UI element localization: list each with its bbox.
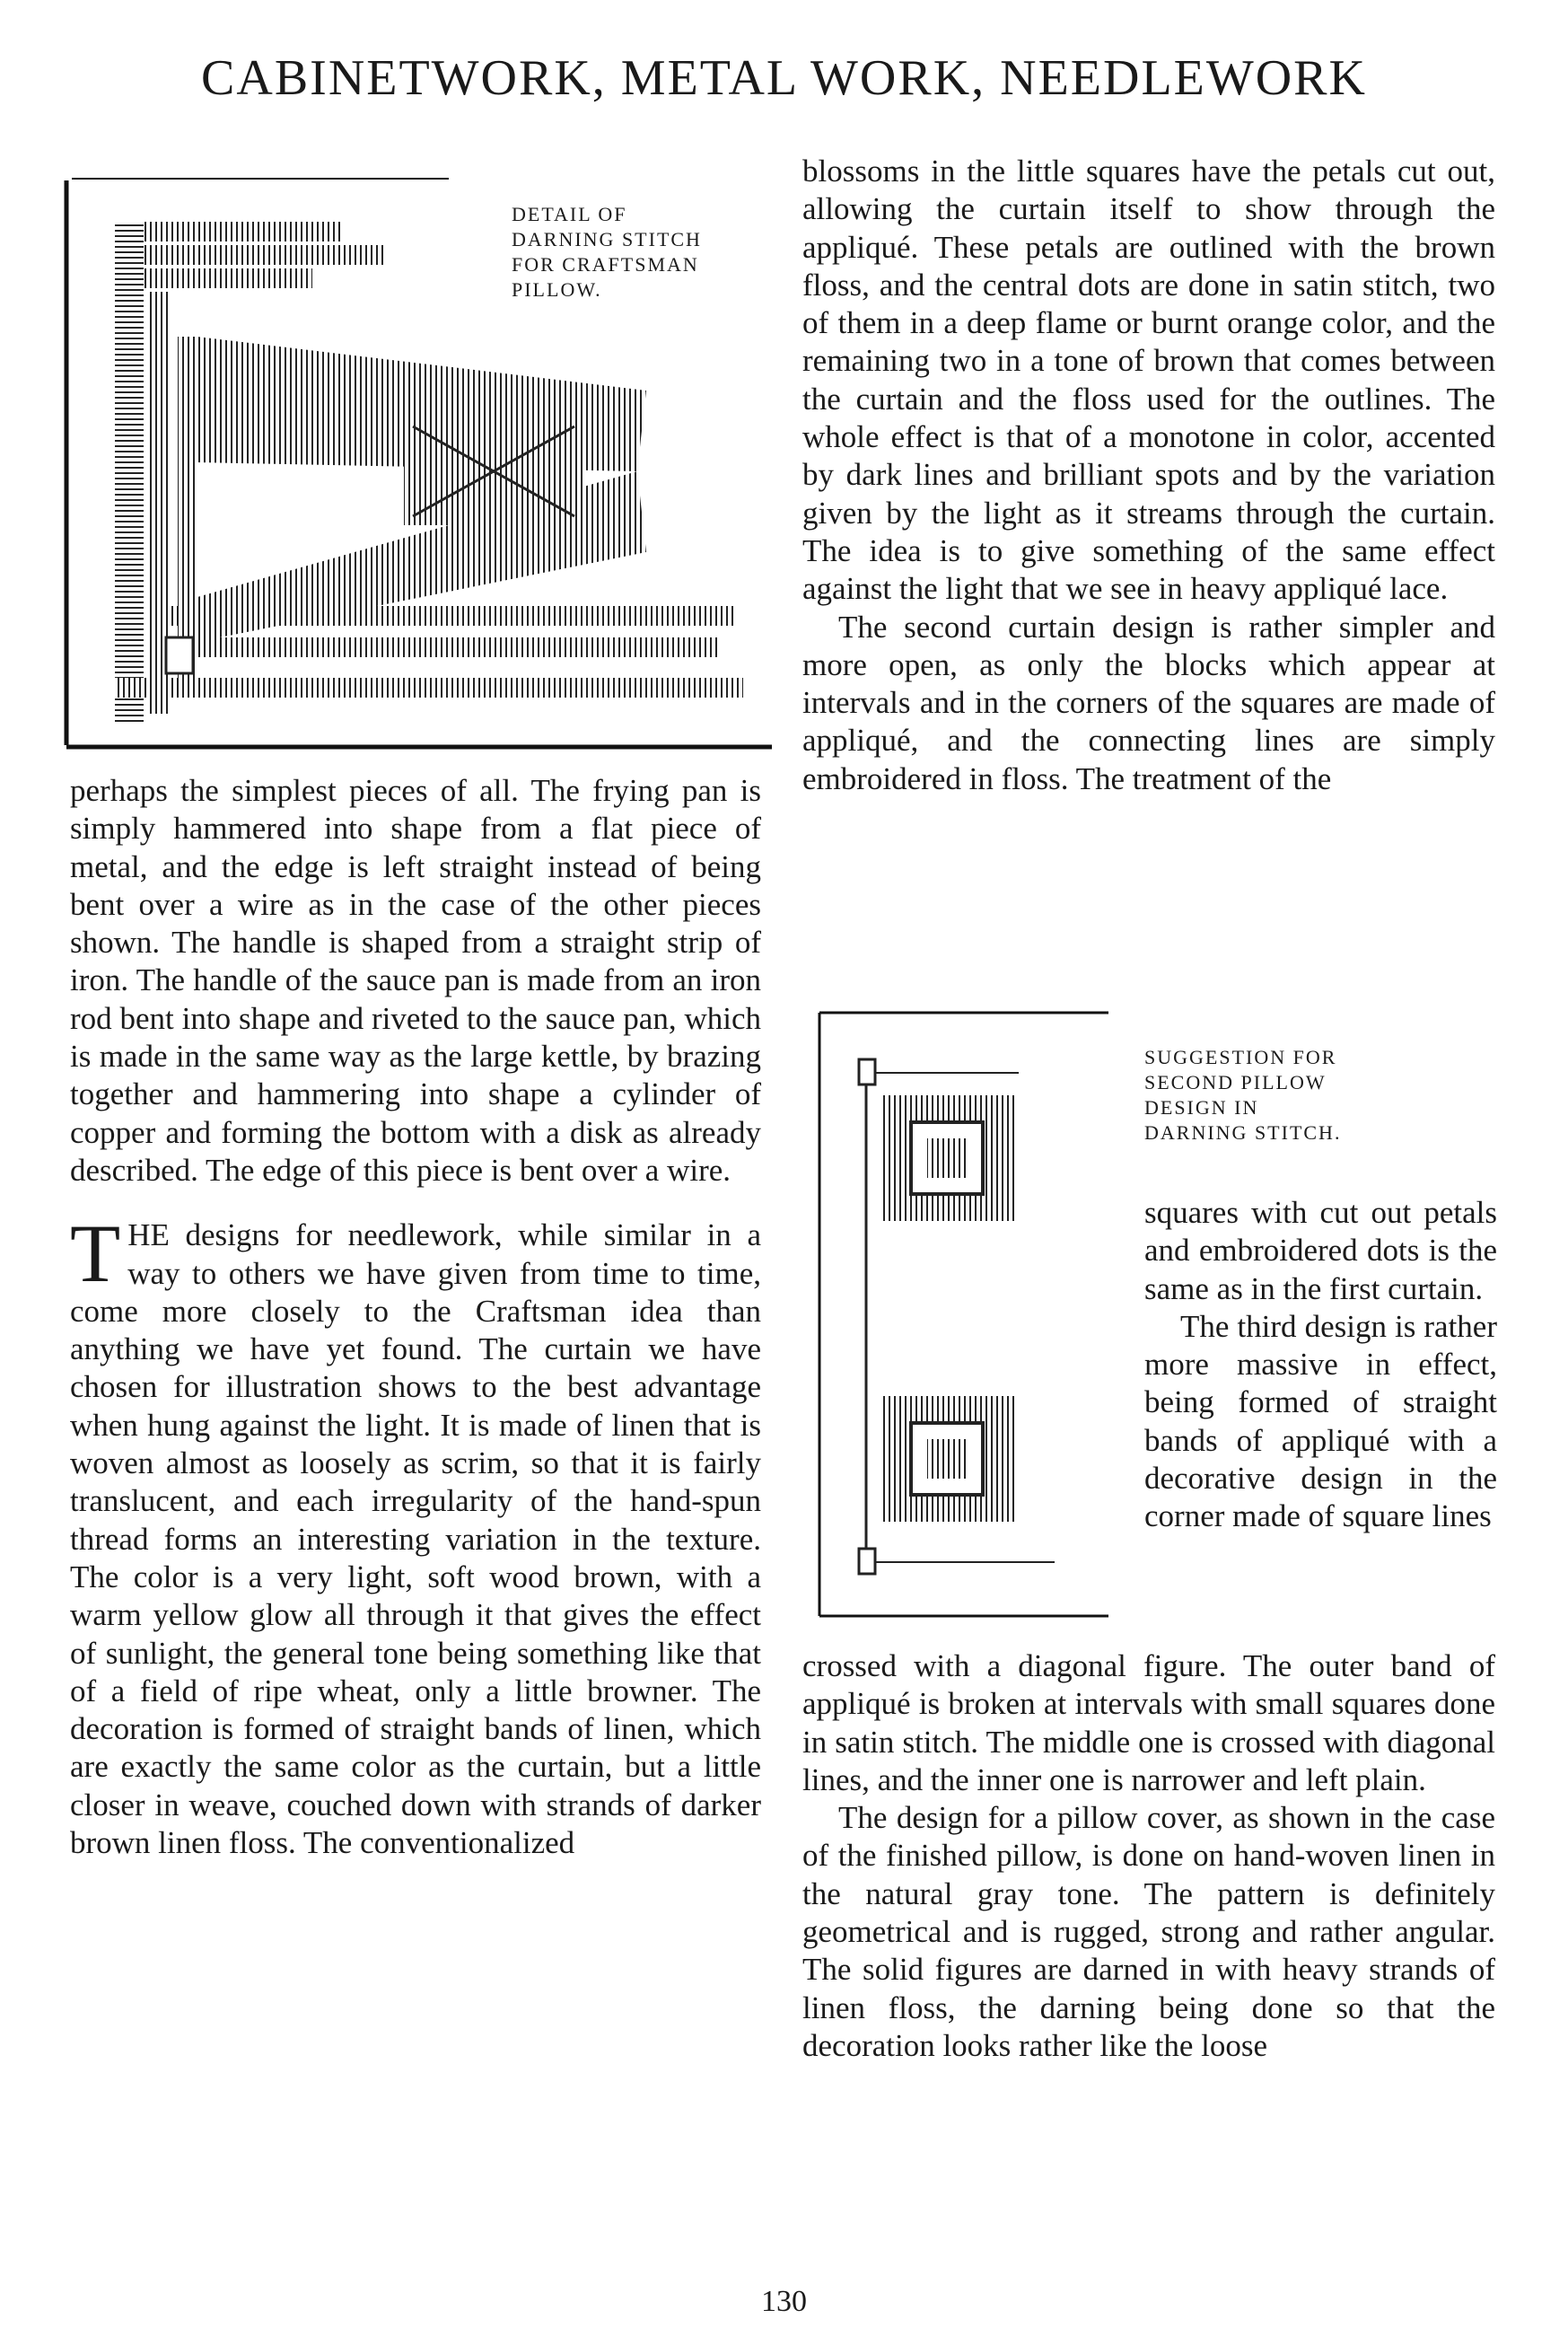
figure-darning-stitch-detail [63,175,772,759]
right-paragraph-3: crossed with a diagonal figure. The outer band of appliqué is broken at intervals with small squares done in satin stitch. The middle one is crossed with diagonal lines, and the inner one is narrower and left plain. [802,1648,1495,1797]
figure2-caption-line: DESIGN IN [1144,1096,1259,1119]
figure1-caption-line: FOR CRAFTSMAN [512,253,699,276]
narrow-paragraph-1: squares with cut out petals and embroidered dots is the same as in the first curtain. [1144,1195,1497,1306]
left-paragraph-1: perhaps the simplest pieces of all. The frying pan is simply hammered into shape from a flat piece of metal, and the edge is left straight instead of being bent over a wire as in the case of the other pieces shown. The handle is shaped from a straight strip of iron. The handle of the sauce pan is made from an iron rod bent into shape and riveted to the sauce pan, which is made in the same way as the large kettle, by brazing together and hammering into shape a cylinder of copper and forming the bottom with a disk as already described. The edge of this piece is bent over a wire. [70,773,761,1188]
second-pillow-illustration [812,1006,1153,1625]
right-column-top [802,153,1495,798]
figure1-caption-line: PILLOW. [512,278,602,301]
page-title: CABINETWORK, METAL WORK, NEEDLEWORK [201,50,1367,106]
figure1-caption-line: DETAIL OF [512,203,627,225]
figure1-caption-line: DARNING STITCH [512,228,702,250]
left-column [70,772,761,1862]
narrow-paragraph-2: The third design is rather more massive in effect, being formed of straight bands of appliqué with a decorative design in the corner made of square lines [1144,1308,1497,1534]
right-paragraph-2: The second curtain design is rather simpler and more open, as only the blocks which appear at intervals and in the corners of the squares are made of appliqué, and the connecting lines are simply embroidered in floss. The treatment of the [802,609,1495,796]
figure2-caption-line: SECOND PILLOW [1144,1071,1327,1093]
right-column-bottom [802,1647,1495,2065]
figure2-caption [1144,1045,1432,1146]
drop-cap: T [70,1208,121,1300]
left-paragraph-2 [70,1208,761,1862]
right-paragraph-1: blossoms in the little squares have the petals cut out, allowing the curtain itself to show through the appliqué. These petals are outlined with the brown floss, and the central dots are done in satin stitch, two of them in a deep flame or burnt orange color, and the remaining two in a tone of brown that comes between the curtain and the floss used for the outlines. The whole effect is that of a monotone in color, accented by dark lines and brilliant spots and by the variation given by the light as it streams through the curtain. The idea is to give something of the same effect against the light that we see in heavy appliqué lace. [802,154,1495,607]
right-paragraph-4: The design for a pillow cover, as shown in the case of the finished pillow, is done on hand-woven linen in the natural gray tone. The pattern is definitely geometrical and is rugged, strong and rather angular. The solid figures are darned in with heavy strands of linen floss, the darning being done so that the decoration looks rather like the loose [802,1800,1495,2063]
figure2-caption-line: DARNING STITCH. [1144,1121,1342,1144]
narrow-text-block [1144,1194,1497,1536]
left-paragraph-2-text: HE designs for needlework, while similar in a way to others we have given from time to time, come more closely to the Craftsman idea than anything we have yet found. The curtain we have chosen for illustration shows to the best advantage when hung against the light. It is made of linen that is woven almost as loosely as scrim, so that it is fairly translucent, and each irregularity of the hand-spun thread forms an interesting variation in the texture. The color is a very light, soft wood brown, with a warm yellow glow all through it that gives the effect of sunlight, the general tone being something like that of a field of ripe wheat, only a little browner. The decoration is formed of straight bands of linen, which are exactly the same color as the curtain, but a little closer in weave, couched down with strands of darker brown linen floss. The conventionalized [70,1217,761,1861]
figure2-caption-line: SUGGESTION FOR [1144,1046,1337,1068]
figure1-caption [512,202,763,303]
page-number: 130 [761,2285,807,2318]
